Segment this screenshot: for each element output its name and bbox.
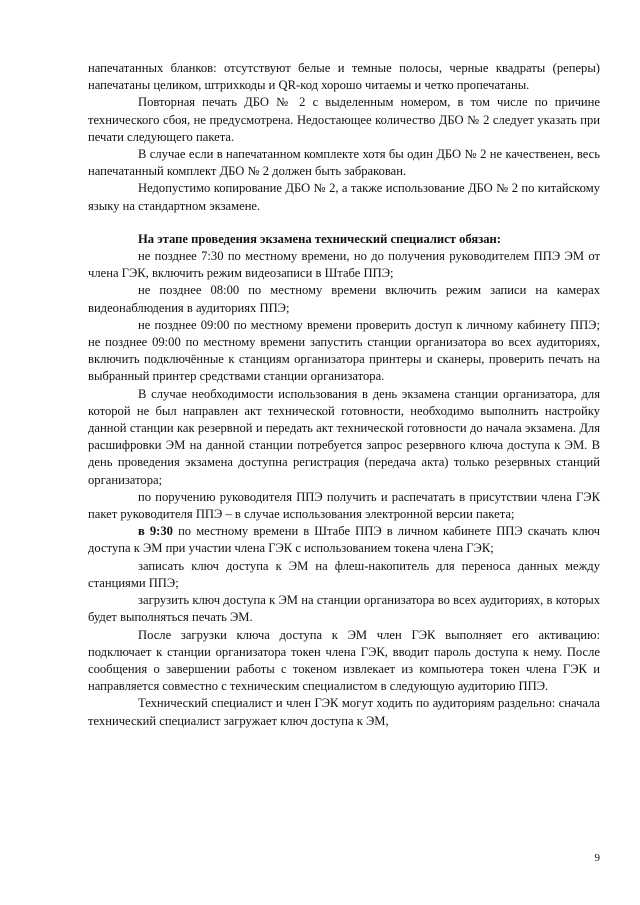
paragraph-reprint: Повторная печать ДБО № 2 с выделенным номером, в том числе по причине технического сбоя, не предусмотрена. Недостающее количество ДБО № 2 следует указать при печати следующего пакета. xyxy=(88,95,600,144)
page-number: 9 xyxy=(594,852,600,864)
duty-print-package: по поручению руководителя ППЭ получить и распечатать в присутствии члена ГЭК пакет руководителя ППЭ – в случае использования электронной версии пакета; xyxy=(88,489,600,522)
section-heading: На этапе проведения экзамена технический специалист обязан: xyxy=(138,231,501,246)
duty-load-key: загрузить ключ доступа к ЭМ на станции организатора во всех аудиториях, в которых будет выполняться печать ЭМ. xyxy=(88,593,600,625)
paragraph-separate-rooms: Технический специалист и член ГЭК могут ходить по аудиториям раздельно: сначала технический специалист загружает ключ доступа к ЭМ, xyxy=(88,696,600,728)
paragraph-key-activation: После загрузки ключа доступа к ЭМ член ГЭК выполняет его активацию: подключает к станции организатора токен члена ГЭК, вводит пароль доступа к нему. После сообщения о завершении работы с токеном извлекает из компьютера токен члена ГЭК и направляется совместно с техническим специалистом в следующую аудиторию ППЭ. xyxy=(88,627,600,694)
paragraph-print-quality: напечатанных бланков: отсутствуют белые и темные полосы, черные квадраты (реперы) напечатаны целиком, штрихкоды и QR-код хорошо читаемы и четко пропечатаны. xyxy=(88,61,600,93)
duty-download-key-text: по местному времени в Штабе ППЭ в личном кабинете ППЭ скачать ключ доступа к ЭМ при участии члена ГЭК с использованием токена члена ГЭК; xyxy=(88,524,600,556)
spacer xyxy=(88,215,600,231)
duty-write-key: записать ключ доступа к ЭМ на флеш-накопитель для переноса данных между станциями ППЭ; xyxy=(88,558,600,590)
duty-check-cabinet: не позднее 09:00 по местному времени проверить доступ к личному кабинету ППЭ; не позднее 09:00 по местному времени запустить станции организатора во всех аудиториях, включить подключённые к станциям организатора принтеры и сканеры, проверить печать на выбранный принтер средствами станции организатора. xyxy=(88,317,600,384)
paragraph-copy-forbidden: Недопустимо копирование ДБО № 2, а также использование ДБО № 2 по китайскому языку на стандартном экзамене. xyxy=(88,181,600,213)
duty-reserve-station: В случае необходимости использования в день экзамена станции организатора, для которой не был направлен акт технической готовности, необходимо выполнить настройку данной станции как резервной и передать акт технической готовности до начала экзамена. Для расшифровки ЭМ на данной станции потребуется запрос резервного ключа доступа к ЭМ. В день проведения экзамена доступна регистрация (передача акта) только резервных станций организатора; xyxy=(88,386,600,487)
duty-video-recording-hq: не позднее 7:30 по местному времени, но до получения руководителем ППЭ ЭМ от члена ГЭК, включить режим видеозаписи в Штабе ППЭ; xyxy=(88,249,600,281)
time-highlight: в 9:30 xyxy=(138,524,173,539)
duty-download-key xyxy=(88,523,600,557)
duty-video-recording-rooms: не позднее 08:00 по местному времени включить режим записи на камерах видеонаблюдения в аудиториях ППЭ; xyxy=(88,283,600,315)
paragraph-defective-set: В случае если в напечатанном комплекте хотя бы один ДБО № 2 не качественен, весь напечатанный комплект ДБО № 2 должен быть забракован. xyxy=(88,147,600,179)
